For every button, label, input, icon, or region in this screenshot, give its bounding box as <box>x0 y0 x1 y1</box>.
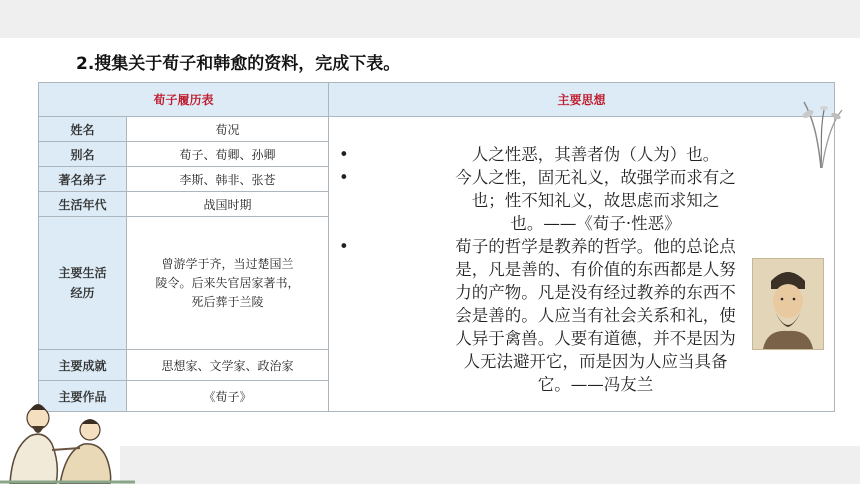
bullet-icon: • <box>339 144 349 164</box>
idea-line: 也；性不知礼义，故思虑而求知之 <box>471 190 720 210</box>
label-line: 主要生活 <box>58 266 107 280</box>
idea-line: 是，凡是善的、有价值的东西都是人努 <box>455 259 736 279</box>
row-label-experience <box>39 217 127 350</box>
idea-line: 人之性恶，其善者伪（人为）也。 <box>471 144 720 164</box>
top-bar <box>0 0 860 38</box>
row-label-works: 主要作品 <box>39 381 127 412</box>
row-value-disciples: 李斯、韩非、张苍 <box>127 167 329 192</box>
bottom-bar <box>120 446 860 484</box>
idea-line: 会是善的。人应当有社会关系和礼，使 <box>455 305 736 325</box>
value-line: 陵令。后来失官居家著书， <box>155 275 300 290</box>
row-label-achievement: 主要成就 <box>39 350 127 381</box>
bullet-icon: • <box>339 167 349 187</box>
idea-line: 今人之性，固无礼义，故强学而求有之 <box>455 167 736 187</box>
ink-orchid-icon <box>796 80 846 170</box>
row-label-alias: 别名 <box>39 142 127 167</box>
bullet-icon: • <box>339 236 349 256</box>
row-value-experience <box>127 217 329 350</box>
value-line: 死后葬于兰陵 <box>191 294 264 309</box>
ideas-header: 主要思想 <box>329 83 835 117</box>
resume-header: 荀子履历表 <box>39 83 329 117</box>
row-label-era: 生活年代 <box>39 192 127 217</box>
idea-line: 也。——《荀子·性恶》 <box>510 213 681 233</box>
idea-item <box>329 143 834 166</box>
xunzi-resume-table <box>38 82 835 412</box>
idea-line: 人无法避开它，而是因为人应当具备 <box>463 351 728 371</box>
idea-line: 荀子的哲学是教养的哲学。他的总论点 <box>455 236 736 256</box>
row-value-alias: 荀子、荀卿、孙卿 <box>127 142 329 167</box>
row-value-era: 战国时期 <box>127 192 329 217</box>
idea-line: 人异于禽兽。人要有道德，并不是因为 <box>455 328 736 348</box>
idea-line: 它。——冯友兰 <box>537 374 654 394</box>
idea-line: 力的产物。凡是没有经过教养的东西不 <box>455 282 736 302</box>
page-title: 2.搜集关于荀子和韩愈的资料，完成下表。 <box>76 54 401 74</box>
row-value-works: 《荀子》 <box>127 381 329 412</box>
ancient-sages-icon <box>0 378 135 484</box>
label-line: 经历 <box>70 286 95 300</box>
row-value-achievement: 思想家、文学家、政治家 <box>127 350 329 381</box>
row-label-disciples: 著名弟子 <box>39 167 127 192</box>
row-value-name: 荀况 <box>127 117 329 142</box>
value-line: 曾游学于齐，当过楚国兰 <box>161 256 294 271</box>
row-label-name: 姓名 <box>39 117 127 142</box>
idea-item <box>329 166 834 235</box>
xunzi-portrait-icon <box>752 258 824 350</box>
